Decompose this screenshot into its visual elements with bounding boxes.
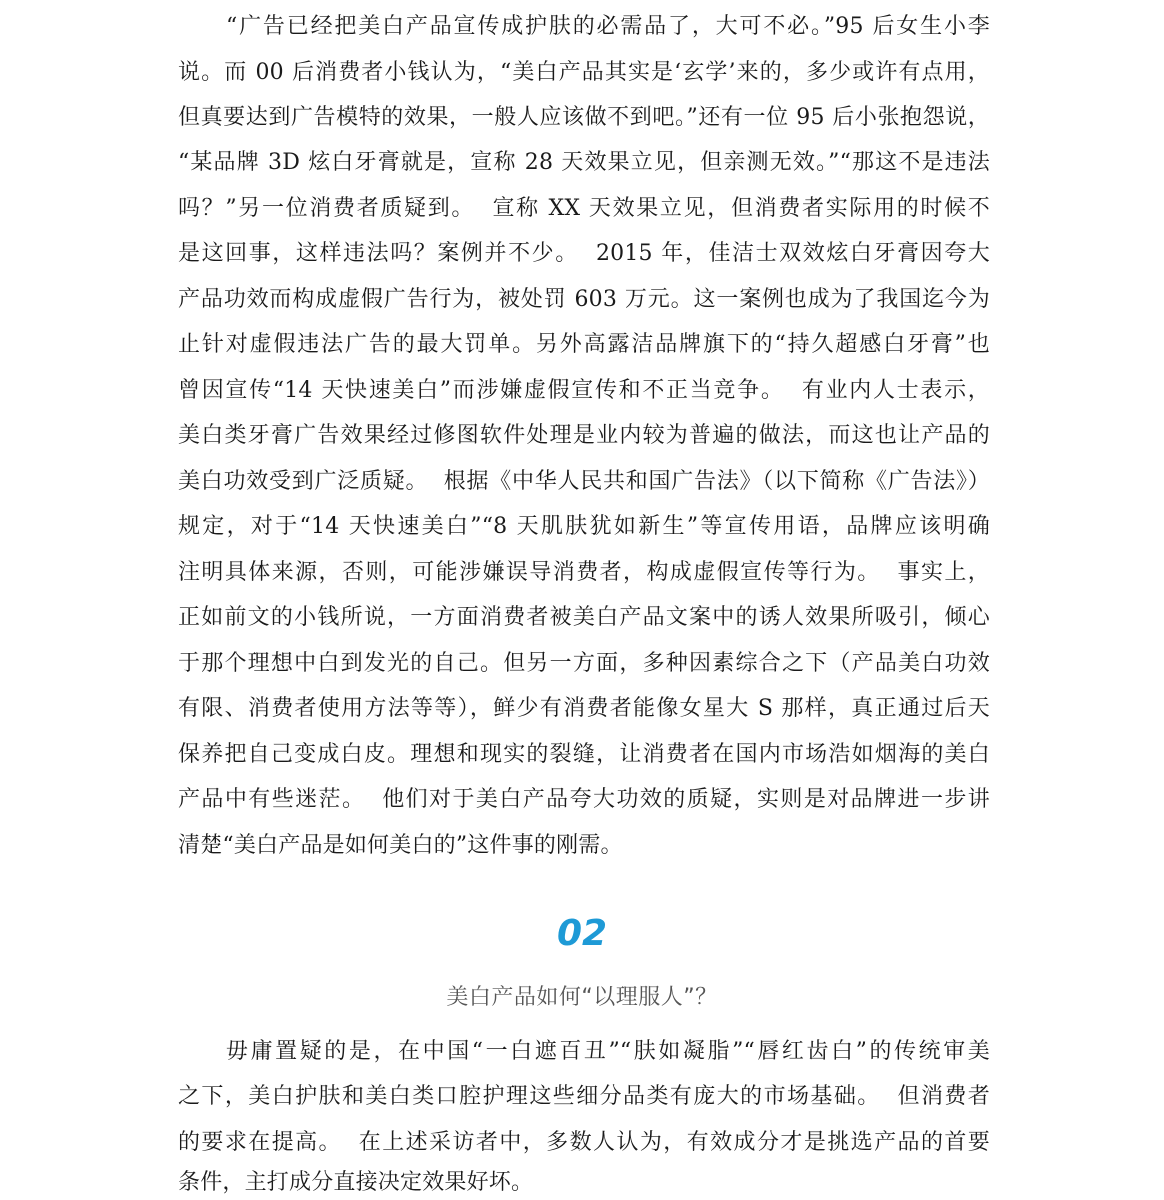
paragraph-line: 注明具体来源，否则，可能涉嫌误导消费者，构成虚假宣传等行为。 事实上， [178, 560, 990, 585]
paragraph-line: 止针对虚假违法广告的最大罚单。另外高露洁品牌旗下的“持久超感白牙膏”也 [178, 332, 990, 357]
paragraph-line: 于那个理想中白到发光的自己。但另一方面，多种因素综合之下（产品美白功效 [178, 651, 990, 676]
paragraph-line: 产品中有些迷茫。 他们对于美白产品夸大功效的质疑，实则是对品牌进一步讲 [178, 787, 990, 812]
paragraph-line: 产品功效而构成虚假广告行为，被处罚 603 万元。这一案例也成为了我国迄今为 [178, 287, 990, 312]
section-number: 02 [556, 913, 608, 954]
paragraph-line: 的要求在提高。 在上述采访者中，多数人认为，有效成分才是挑选产品的首要 [178, 1130, 990, 1155]
paragraph-line: 但真要达到广告模特的效果，一般人应该做不到吧。”还有一位 95 后小张抱怨说， [178, 105, 990, 130]
paragraph-line: 条件，主打成分直接决定效果好坏。 [178, 1170, 534, 1195]
paragraph-line: 是这回事，这样违法吗？案例并不少。 2015 年，佳洁士双效炫白牙膏因夸大 [178, 241, 990, 266]
paragraph-line: 规定，对于“14 天快速美白”“8 天肌肤犹如新生”等宣传用语，品牌应该明确 [178, 514, 990, 539]
paragraph-line: 美白功效受到广泛质疑。 根据《中华人民共和国广告法》（以下简称《广告法》） [178, 469, 990, 494]
paragraph-line: 曾因宣传“14 天快速美白”而涉嫌虚假宣传和不正当竞争。 有业内人士表示， [178, 378, 990, 403]
paragraph-line: 说。而 00 后消费者小钱认为，“美白产品其实是‘玄学’来的，多少或许有点用， [178, 60, 990, 85]
paragraph-line: “广告已经把美白产品宣传成护肤的必需品了，大可不必。”95 后女生小李 [226, 14, 990, 39]
paragraph-line: 正如前文的小钱所说，一方面消费者被美白产品文案中的诱人效果所吸引，倾心 [178, 605, 990, 630]
section-subtitle: 美白产品如何“以理服人”？ [446, 985, 718, 1010]
paragraph-line: 吗？”另一位消费者质疑到。 宣称 XX 天效果立见，但消费者实际用的时候不 [178, 196, 990, 221]
paragraph-line: 有限、消费者使用方法等等），鲜少有消费者能像女星大 S 那样，真正通过后天 [178, 696, 990, 721]
paragraph-line: 保养把自己变成白皮。理想和现实的裂缝，让消费者在国内市场浩如烟海的美白 [178, 742, 990, 767]
paragraph-line: 之下，美白护肤和美白类口腔护理这些细分品类有庞大的市场基础。 但消费者 [178, 1084, 990, 1109]
paragraph-line: 毋庸置疑的是，在中国“一白遮百丑”“肤如凝脂”“唇红齿白”的传统审美 [226, 1039, 990, 1064]
paragraph-line: 美白类牙膏广告效果经过修图软件处理是业内较为普遍的做法，而这也让产品的 [178, 423, 990, 448]
paragraph-line: 清楚“美白产品是如何美白的”这件事的刚需。 [178, 833, 623, 858]
paragraph-line: “某品牌 3D 炫白牙膏就是，宣称 28 天效果立见，但亲测无效。”“那这不是违法 [178, 150, 990, 175]
